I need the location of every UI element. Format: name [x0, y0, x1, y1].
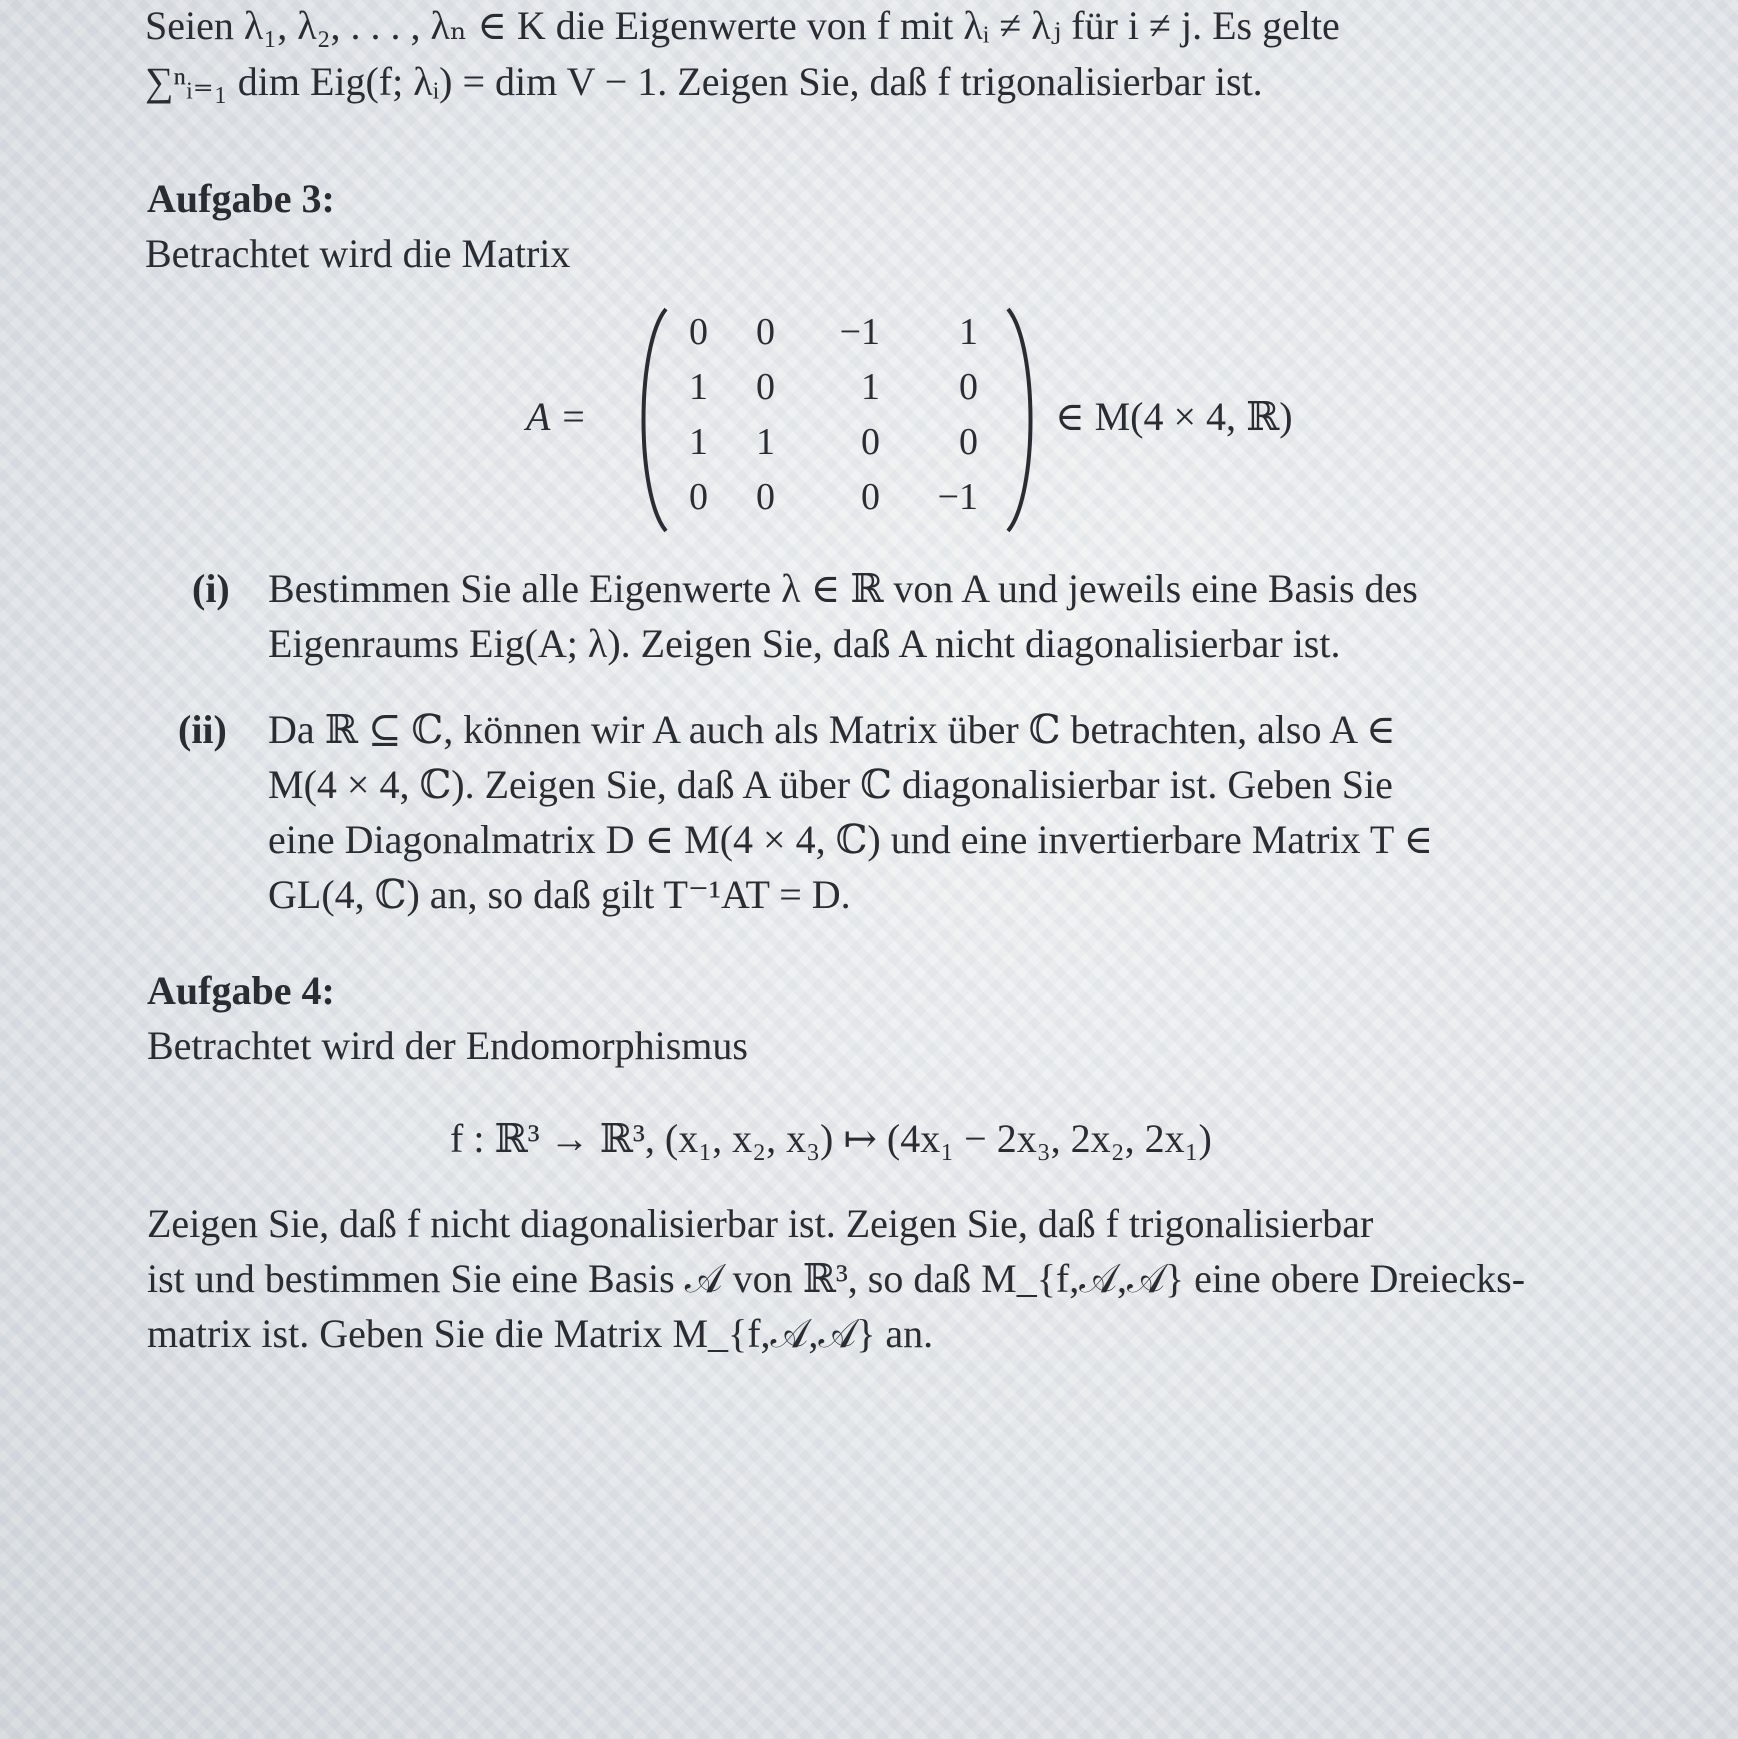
- matrix-cell: 0: [756, 366, 775, 408]
- right-paren-icon: [1002, 305, 1046, 535]
- text-line: Bestimmen Sie alle Eigenwerte λ ∈ ℝ von A und jeweils eine Basis des: [268, 566, 1418, 611]
- text-line: ∑ⁿᵢ₌₁ dim Eig(f; λᵢ) = dim V − 1. Zeigen Sie, daß f trigonalisierbar ist.: [145, 59, 1263, 104]
- text-line: matrix ist. Geben Sie die Matrix M_{f,𝒜,𝒜} an.: [147, 1311, 934, 1356]
- text-line: Seien λ₁, λ₂, . . . , λₙ ∈ K die Eigenwerte von f mit λᵢ ≠ λⱼ für i ≠ j. Es gelte: [145, 3, 1340, 48]
- text-line: Zeigen Sie, daß f nicht diagonalisierbar ist. Zeigen Sie, daß f trigonalisierbar: [147, 1201, 1374, 1246]
- text-line: ist und bestimmen Sie eine Basis 𝒜 von ℝ³, so daß M_{f,𝒜,𝒜} eine obere Dreiecks-: [147, 1256, 1526, 1301]
- matrix-cell: 0: [756, 476, 775, 518]
- matrix-cell: 1: [756, 421, 775, 463]
- item-label: (ii): [178, 707, 227, 752]
- matrix-cell: 0: [861, 421, 880, 463]
- section-heading: Aufgabe 3:: [147, 176, 335, 221]
- matrix-cell: 0: [861, 476, 880, 518]
- item-label: (i): [192, 566, 230, 611]
- matrix-equation: [520, 305, 1360, 535]
- matrix-cell: 1: [959, 311, 978, 353]
- matrix-cell: −1: [937, 476, 978, 518]
- text-line: GL(4, ℂ) an, so daß gilt T⁻¹AT = D.: [268, 872, 851, 917]
- text-line: Da ℝ ⊆ ℂ, können wir A auch als Matrix über ℂ betrachten, also A ∈: [268, 707, 1396, 752]
- section-heading: Aufgabe 4:: [147, 968, 335, 1013]
- matrix-cell: 1: [689, 421, 708, 463]
- formula: f : ℝ³ → ℝ³, (x₁, x₂, x₃) ↦ (4x₁ − 2x₃, 2x₂, 2x₁): [450, 1116, 1212, 1161]
- matrix-cell: 0: [959, 421, 978, 463]
- matrix-cell: 0: [959, 366, 978, 408]
- matrix-cell: 0: [689, 476, 708, 518]
- text-line: Eigenraums Eig(A; λ). Zeigen Sie, daß A nicht diagonalisierbar ist.: [268, 621, 1341, 666]
- text-line: Betrachtet wird die Matrix: [145, 231, 571, 276]
- matrix-rhs: ∈ M(4 × 4, ℝ): [1055, 394, 1293, 439]
- matrix-cell: −1: [839, 311, 880, 353]
- text-line: Betrachtet wird der Endomorphismus: [147, 1023, 748, 1068]
- matrix-cell: 0: [689, 311, 708, 353]
- matrix-lhs: A =: [526, 394, 587, 439]
- matrix-cell: 1: [861, 366, 880, 408]
- matrix-cell: 0: [756, 311, 775, 353]
- text-line: eine Diagonalmatrix D ∈ M(4 × 4, ℂ) und eine invertierbare Matrix T ∈: [268, 817, 1434, 862]
- text-line: M(4 × 4, ℂ). Zeigen Sie, daß A über ℂ diagonalisierbar ist. Geben Sie: [268, 762, 1393, 807]
- matrix-cell: 1: [689, 366, 708, 408]
